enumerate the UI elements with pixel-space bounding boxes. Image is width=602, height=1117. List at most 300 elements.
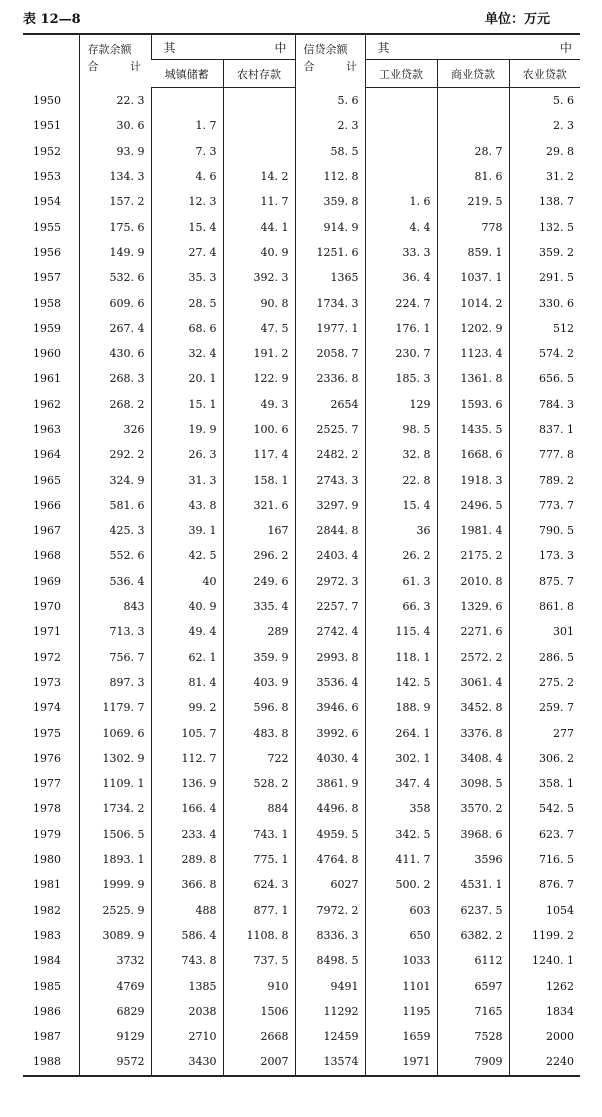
- agricultural-loans-cell: 31. 2: [509, 164, 580, 189]
- year-cell: 1967: [33, 524, 61, 538]
- industrial-loans-cell: 61. 3: [365, 569, 437, 594]
- agricultural-loans-cell: 330. 6: [509, 290, 580, 315]
- agricultural-loans-cell: 777. 8: [509, 442, 580, 467]
- urban-savings-cell: 28. 5: [151, 290, 223, 315]
- agricultural-loans-cell: 656. 5: [509, 366, 580, 391]
- industrial-loans-cell: 4. 4: [365, 214, 437, 239]
- industrial-loans-cell: 264. 1: [365, 720, 437, 745]
- commercial-loans-cell: 3376. 8: [437, 720, 509, 745]
- urban-savings-cell: 105. 7: [151, 720, 223, 745]
- rural-deposits-cell: 2007: [223, 1049, 295, 1075]
- deposit-total-cell: 6829: [79, 999, 151, 1024]
- rural-deposits-cell: 321. 6: [223, 493, 295, 518]
- commercial-loans-cell: [437, 88, 509, 114]
- urban-savings-cell: 12. 3: [151, 189, 223, 214]
- commercial-loans-cell: 2175. 2: [437, 543, 509, 568]
- table-row: [23, 645, 580, 670]
- industrial-loans-header: 工业贷款: [365, 60, 437, 88]
- commercial-loans-cell: 219. 5: [437, 189, 509, 214]
- loan-total-cell: 2743. 3: [295, 467, 365, 492]
- rural-deposits-cell: 14. 2: [223, 164, 295, 189]
- table-row: [23, 189, 580, 214]
- rural-deposits-cell: 359. 9: [223, 645, 295, 670]
- table-row: [23, 88, 580, 114]
- loan-total-cell: 2482. 2: [295, 442, 365, 467]
- commercial-loans-cell: 1361. 8: [437, 366, 509, 391]
- commercial-loans-cell: 1918. 3: [437, 467, 509, 492]
- year-cell: 1970: [33, 600, 61, 614]
- year-cell: 1971: [33, 625, 61, 639]
- urban-savings-cell: 49. 4: [151, 619, 223, 644]
- industrial-loans-cell: [365, 164, 437, 189]
- deposit-total-cell: 713. 3: [79, 619, 151, 644]
- deposit-total-cell: 536. 4: [79, 569, 151, 594]
- urban-savings-cell: 26. 3: [151, 442, 223, 467]
- year-cell: 1983: [33, 928, 61, 942]
- rural-deposits-cell: 100. 6: [223, 417, 295, 442]
- table-id: 表 12—8: [23, 12, 81, 27]
- urban-savings-cell: 20. 1: [151, 366, 223, 391]
- industrial-loans-cell: 22. 8: [365, 467, 437, 492]
- year-cell: 1968: [33, 549, 61, 563]
- table-row: [23, 1024, 580, 1049]
- year-cell: 1959: [33, 321, 61, 335]
- table-row: [23, 847, 580, 872]
- industrial-loans-cell: 185. 3: [365, 366, 437, 391]
- deposit-total-cell: 1179. 7: [79, 695, 151, 720]
- deposit-total-cell: 1999. 9: [79, 872, 151, 897]
- agricultural-loans-cell: 275. 2: [509, 670, 580, 695]
- table-row: [23, 366, 580, 391]
- rural-deposits-cell: 1506: [223, 999, 295, 1024]
- commercial-loans-cell: 3408. 4: [437, 746, 509, 771]
- table-row: [23, 113, 580, 138]
- industrial-loans-cell: 15. 4: [365, 493, 437, 518]
- table-row: [23, 164, 580, 189]
- rural-deposits-cell: 122. 9: [223, 366, 295, 391]
- rural-deposits-cell: 1108. 8: [223, 923, 295, 948]
- industrial-loans-cell: 188. 9: [365, 695, 437, 720]
- agricultural-loans-cell: 1054: [509, 898, 580, 923]
- data-table: [23, 33, 580, 1077]
- commercial-loans-cell: 778: [437, 214, 509, 239]
- industrial-loans-cell: 1971: [365, 1049, 437, 1075]
- urban-savings-cell: 35. 3: [151, 265, 223, 290]
- table-row: [23, 872, 580, 897]
- urban-savings-cell: 136. 9: [151, 771, 223, 796]
- agricultural-loans-cell: 286. 5: [509, 645, 580, 670]
- deposit-total-cell: 149. 9: [79, 240, 151, 265]
- rural-deposits-cell: 167: [223, 518, 295, 543]
- agricultural-loans-cell: 132. 5: [509, 214, 580, 239]
- year-cell: 1987: [33, 1030, 61, 1044]
- agricultural-loans-cell: 789. 2: [509, 467, 580, 492]
- table-row: [23, 999, 580, 1024]
- commercial-loans-cell: 7909: [437, 1049, 509, 1075]
- deposit-total-cell: 292. 2: [79, 442, 151, 467]
- table-row: [23, 973, 580, 998]
- urban-savings-cell: 68. 6: [151, 316, 223, 341]
- industrial-loans-cell: 603: [365, 898, 437, 923]
- loan-total-cell: 58. 5: [295, 139, 365, 164]
- table-row: [23, 822, 580, 847]
- rural-deposits-cell: 596. 8: [223, 695, 295, 720]
- table-row: [23, 214, 580, 239]
- table-row: [23, 1049, 580, 1075]
- deposit-total-cell: 1506. 5: [79, 822, 151, 847]
- loan-total-cell: 359. 8: [295, 189, 365, 214]
- table-row: [23, 796, 580, 821]
- rural-deposits-cell: [223, 139, 295, 164]
- year-cell: 1980: [33, 853, 61, 867]
- deposit-total-cell: 3089. 9: [79, 923, 151, 948]
- table-row: [23, 746, 580, 771]
- industrial-loans-cell: 358: [365, 796, 437, 821]
- commercial-loans-cell: 2572. 2: [437, 645, 509, 670]
- table-row: [23, 316, 580, 341]
- loan-total-cell: 2058. 7: [295, 341, 365, 366]
- year-cell: 1986: [33, 1004, 61, 1018]
- table-row: [23, 619, 580, 644]
- urban-savings-cell: 586. 4: [151, 923, 223, 948]
- urban-savings-cell: 43. 8: [151, 493, 223, 518]
- rural-deposits-cell: 2668: [223, 1024, 295, 1049]
- loan-total-cell: 2403. 4: [295, 543, 365, 568]
- urban-savings-cell: 99. 2: [151, 695, 223, 720]
- loan-total-header: 信贷余额 合 计: [295, 34, 365, 88]
- industrial-loans-cell: 142. 5: [365, 670, 437, 695]
- rural-deposits-cell: [223, 88, 295, 114]
- year-cell: 1958: [33, 296, 61, 310]
- rural-deposits-cell: 884: [223, 796, 295, 821]
- rural-deposits-cell: 528. 2: [223, 771, 295, 796]
- deposit-total-cell: 1893. 1: [79, 847, 151, 872]
- agricultural-loans-cell: 1199. 2: [509, 923, 580, 948]
- rural-deposits-cell: 335. 4: [223, 594, 295, 619]
- loan-total-cell: 1977. 1: [295, 316, 365, 341]
- loan-total-cell: 8336. 3: [295, 923, 365, 948]
- loan-total-cell: 2654: [295, 392, 365, 417]
- agricultural-loans-cell: 359. 2: [509, 240, 580, 265]
- commercial-loans-cell: 7165: [437, 999, 509, 1024]
- year-cell: 1950: [33, 93, 61, 107]
- industrial-loans-cell: 115. 4: [365, 619, 437, 644]
- industrial-loans-cell: [365, 88, 437, 114]
- commercial-loans-cell: 3570. 2: [437, 796, 509, 821]
- agricultural-loans-cell: 291. 5: [509, 265, 580, 290]
- agricultural-loans-cell: 574. 2: [509, 341, 580, 366]
- year-cell: 1982: [33, 903, 61, 917]
- rural-deposits-cell: [223, 113, 295, 138]
- commercial-loans-cell: 859. 1: [437, 240, 509, 265]
- commercial-loans-cell: 28. 7: [437, 139, 509, 164]
- agricultural-loans-cell: 876. 7: [509, 872, 580, 897]
- urban-savings-cell: 2710: [151, 1024, 223, 1049]
- deposit-total-cell: 22. 3: [79, 88, 151, 114]
- year-cell: 1984: [33, 954, 61, 968]
- urban-savings-cell: 15. 1: [151, 392, 223, 417]
- deposit-total-cell: 532. 6: [79, 265, 151, 290]
- urban-savings-cell: 366. 8: [151, 872, 223, 897]
- agricultural-loans-cell: 861. 8: [509, 594, 580, 619]
- urban-savings-cell: [151, 88, 223, 114]
- loan-total-cell: 2844. 8: [295, 518, 365, 543]
- table-row: [23, 240, 580, 265]
- agricultural-loans-cell: 138. 7: [509, 189, 580, 214]
- agricultural-loans-cell: 277: [509, 720, 580, 745]
- deposit-total-cell: 756. 7: [79, 645, 151, 670]
- rural-deposits-cell: 11. 7: [223, 189, 295, 214]
- urban-savings-cell: 31. 3: [151, 467, 223, 492]
- deposit-total-cell: 4769: [79, 973, 151, 998]
- loan-total-cell: 914. 9: [295, 214, 365, 239]
- loan-total-cell: 3992. 6: [295, 720, 365, 745]
- rural-deposits-cell: 483. 8: [223, 720, 295, 745]
- urban-savings-cell: 1385: [151, 973, 223, 998]
- deposit-total-cell: 326: [79, 417, 151, 442]
- urban-savings-cell: 7. 3: [151, 139, 223, 164]
- commercial-loans-cell: 1123. 4: [437, 341, 509, 366]
- loan-total-cell: 1734. 3: [295, 290, 365, 315]
- commercial-loans-cell: 1037. 1: [437, 265, 509, 290]
- agricultural-loans-cell: 358. 1: [509, 771, 580, 796]
- deposit-of-which-header: 其 中: [151, 34, 295, 60]
- agricultural-loans-cell: 716. 5: [509, 847, 580, 872]
- year-cell: 1957: [33, 271, 61, 285]
- urban-savings-cell: 112. 7: [151, 746, 223, 771]
- rural-deposits-cell: 44. 1: [223, 214, 295, 239]
- loan-total-cell: 2972. 3: [295, 569, 365, 594]
- agricultural-loans-cell: 259. 7: [509, 695, 580, 720]
- loan-total-cell: 4030. 4: [295, 746, 365, 771]
- agricultural-loans-header: 农业贷款: [509, 60, 580, 88]
- commercial-loans-cell: 3968. 6: [437, 822, 509, 847]
- agricultural-loans-cell: 790. 5: [509, 518, 580, 543]
- deposit-total-cell: 9572: [79, 1049, 151, 1075]
- industrial-loans-cell: 1. 6: [365, 189, 437, 214]
- loan-total-cell: 3536. 4: [295, 670, 365, 695]
- deposit-total-cell: 1109. 1: [79, 771, 151, 796]
- rural-deposits-cell: 722: [223, 746, 295, 771]
- rural-deposits-cell: 40. 9: [223, 240, 295, 265]
- urban-savings-cell: 166. 4: [151, 796, 223, 821]
- urban-savings-cell: 15. 4: [151, 214, 223, 239]
- deposit-total-cell: 2525. 9: [79, 898, 151, 923]
- deposit-total-cell: 9129: [79, 1024, 151, 1049]
- industrial-loans-cell: 347. 4: [365, 771, 437, 796]
- agricultural-loans-cell: 512: [509, 316, 580, 341]
- rural-deposits-cell: 47. 5: [223, 316, 295, 341]
- rural-deposits-cell: 249. 6: [223, 569, 295, 594]
- year-cell: 1981: [33, 878, 61, 892]
- rural-deposits-cell: 877. 1: [223, 898, 295, 923]
- deposit-total-cell: 609. 6: [79, 290, 151, 315]
- table-row: [23, 392, 580, 417]
- table-row: [23, 341, 580, 366]
- industrial-loans-cell: 26. 2: [365, 543, 437, 568]
- table-row: [23, 695, 580, 720]
- table-row: [23, 265, 580, 290]
- year-cell: 1969: [33, 574, 61, 588]
- table-row: [23, 467, 580, 492]
- industrial-loans-cell: 1033: [365, 948, 437, 973]
- agricultural-loans-cell: 542. 5: [509, 796, 580, 821]
- urban-savings-cell: 39. 1: [151, 518, 223, 543]
- year-cell: 1960: [33, 347, 61, 361]
- loan-total-cell: 7972. 2: [295, 898, 365, 923]
- urban-savings-cell: 3430: [151, 1049, 223, 1075]
- deposit-total-cell: 267. 4: [79, 316, 151, 341]
- rural-deposits-cell: 49. 3: [223, 392, 295, 417]
- year-cell: 1978: [33, 802, 61, 816]
- table-row: [23, 898, 580, 923]
- commercial-loans-cell: 3061. 4: [437, 670, 509, 695]
- commercial-loans-cell: 6112: [437, 948, 509, 973]
- deposit-total-cell: 157. 2: [79, 189, 151, 214]
- deposit-total-cell: 324. 9: [79, 467, 151, 492]
- industrial-loans-cell: 36. 4: [365, 265, 437, 290]
- year-cell: 1985: [33, 979, 61, 993]
- deposit-total-cell: 93. 9: [79, 139, 151, 164]
- commercial-loans-cell: 6382. 2: [437, 923, 509, 948]
- loan-total-cell: 3946. 6: [295, 695, 365, 720]
- agricultural-loans-cell: 2240: [509, 1049, 580, 1075]
- loan-total-cell: 1251. 6: [295, 240, 365, 265]
- urban-savings-cell: 488: [151, 898, 223, 923]
- commercial-loans-cell: 1202. 9: [437, 316, 509, 341]
- agricultural-loans-cell: 1834: [509, 999, 580, 1024]
- commercial-loans-cell: 1593. 6: [437, 392, 509, 417]
- commercial-loans-cell: [437, 113, 509, 138]
- deposit-total-cell: 175. 6: [79, 214, 151, 239]
- deposit-total-cell: 268. 3: [79, 366, 151, 391]
- table-header: [23, 34, 580, 88]
- agricultural-loans-cell: 837. 1: [509, 417, 580, 442]
- industrial-loans-cell: 36: [365, 518, 437, 543]
- commercial-loans-cell: 2271. 6: [437, 619, 509, 644]
- rural-deposits-cell: 775. 1: [223, 847, 295, 872]
- table-row: [23, 594, 580, 619]
- loan-total-cell: 112. 8: [295, 164, 365, 189]
- urban-savings-cell: 32. 4: [151, 341, 223, 366]
- rural-deposits-cell: 743. 1: [223, 822, 295, 847]
- year-cell: 1951: [33, 119, 61, 133]
- urban-savings-cell: 233. 4: [151, 822, 223, 847]
- table-row: [23, 720, 580, 745]
- urban-savings-cell: 19. 9: [151, 417, 223, 442]
- year-cell: 1963: [33, 423, 61, 436]
- rural-deposits-cell: 191. 2: [223, 341, 295, 366]
- table-row: [23, 948, 580, 973]
- loan-total-cell: 8498. 5: [295, 948, 365, 973]
- loan-total-cell: 5. 6: [295, 88, 365, 114]
- urban-savings-cell: 743. 8: [151, 948, 223, 973]
- agricultural-loans-cell: 773. 7: [509, 493, 580, 518]
- table-row: [23, 670, 580, 695]
- deposit-total-cell: 30. 6: [79, 113, 151, 138]
- year-cell: 1966: [33, 498, 61, 512]
- deposit-total-cell: 134. 3: [79, 164, 151, 189]
- agricultural-loans-cell: 306. 2: [509, 746, 580, 771]
- rural-deposits-cell: 90. 8: [223, 290, 295, 315]
- loan-total-cell: 3297. 9: [295, 493, 365, 518]
- loan-of-which-header: 其 中: [365, 34, 580, 60]
- commercial-loans-cell: 1981. 4: [437, 518, 509, 543]
- loan-total-cell: 12459: [295, 1024, 365, 1049]
- year-cell: 1964: [33, 448, 61, 462]
- deposit-total-cell: 1302. 9: [79, 746, 151, 771]
- table-row: [23, 518, 580, 543]
- agricultural-loans-cell: 1240. 1: [509, 948, 580, 973]
- loan-total-cell: 2257. 7: [295, 594, 365, 619]
- deposit-total-cell: 268. 2: [79, 392, 151, 417]
- year-cell: 1977: [33, 777, 61, 791]
- deposit-total-cell: 1734. 2: [79, 796, 151, 821]
- industrial-loans-cell: 650: [365, 923, 437, 948]
- agricultural-loans-cell: 5. 6: [509, 88, 580, 114]
- year-cell: 1973: [33, 675, 61, 689]
- loan-total-cell: 2336. 8: [295, 366, 365, 391]
- table-caption: [23, 8, 550, 28]
- rural-deposits-cell: 289: [223, 619, 295, 644]
- agricultural-loans-cell: 2000: [509, 1024, 580, 1049]
- agricultural-loans-cell: 29. 8: [509, 139, 580, 164]
- loan-total-cell: 1365: [295, 265, 365, 290]
- year-cell: 1962: [33, 397, 61, 411]
- deposit-total-cell: 581. 6: [79, 493, 151, 518]
- agricultural-loans-cell: 784. 3: [509, 392, 580, 417]
- table-row: [23, 923, 580, 948]
- rural-deposits-cell: 158. 1: [223, 467, 295, 492]
- table-row: [23, 493, 580, 518]
- year-cell: 1976: [33, 751, 61, 765]
- table-row: [23, 569, 580, 594]
- urban-savings-cell: 289. 8: [151, 847, 223, 872]
- industrial-loans-cell: 176. 1: [365, 316, 437, 341]
- year-cell: 1972: [33, 650, 61, 664]
- urban-savings-cell: 42. 5: [151, 543, 223, 568]
- industrial-loans-cell: 342. 5: [365, 822, 437, 847]
- loan-total-cell: 3861. 9: [295, 771, 365, 796]
- table-body: [23, 88, 580, 1076]
- loan-total-cell: 11292: [295, 999, 365, 1024]
- loan-total-cell: 6027: [295, 872, 365, 897]
- year-cell: 1988: [23, 1049, 79, 1075]
- year-cell: 1955: [33, 220, 61, 234]
- loan-total-cell: 4764. 8: [295, 847, 365, 872]
- urban-savings-cell: 40: [151, 569, 223, 594]
- commercial-loans-cell: 1014. 2: [437, 290, 509, 315]
- loan-total-cell: 2742. 4: [295, 619, 365, 644]
- commercial-loans-cell: 2010. 8: [437, 569, 509, 594]
- industrial-loans-cell: 500. 2: [365, 872, 437, 897]
- table-row: [23, 290, 580, 315]
- industrial-loans-cell: 66. 3: [365, 594, 437, 619]
- year-cell: 1974: [33, 701, 61, 715]
- deposit-total-cell: 843: [79, 594, 151, 619]
- commercial-loans-cell: 3452. 8: [437, 695, 509, 720]
- table-row: [23, 417, 580, 442]
- agricultural-loans-cell: 2. 3: [509, 113, 580, 138]
- deposit-total-cell: 3732: [79, 948, 151, 973]
- deposit-total-header: 存款余额 合 计: [79, 34, 151, 88]
- deposit-total-cell: 552. 6: [79, 543, 151, 568]
- agricultural-loans-cell: 301: [509, 619, 580, 644]
- urban-savings-header: 城镇储蓄: [151, 60, 223, 88]
- table-row: [23, 442, 580, 467]
- loan-total-cell: 4496. 8: [295, 796, 365, 821]
- rural-deposits-cell: 737. 5: [223, 948, 295, 973]
